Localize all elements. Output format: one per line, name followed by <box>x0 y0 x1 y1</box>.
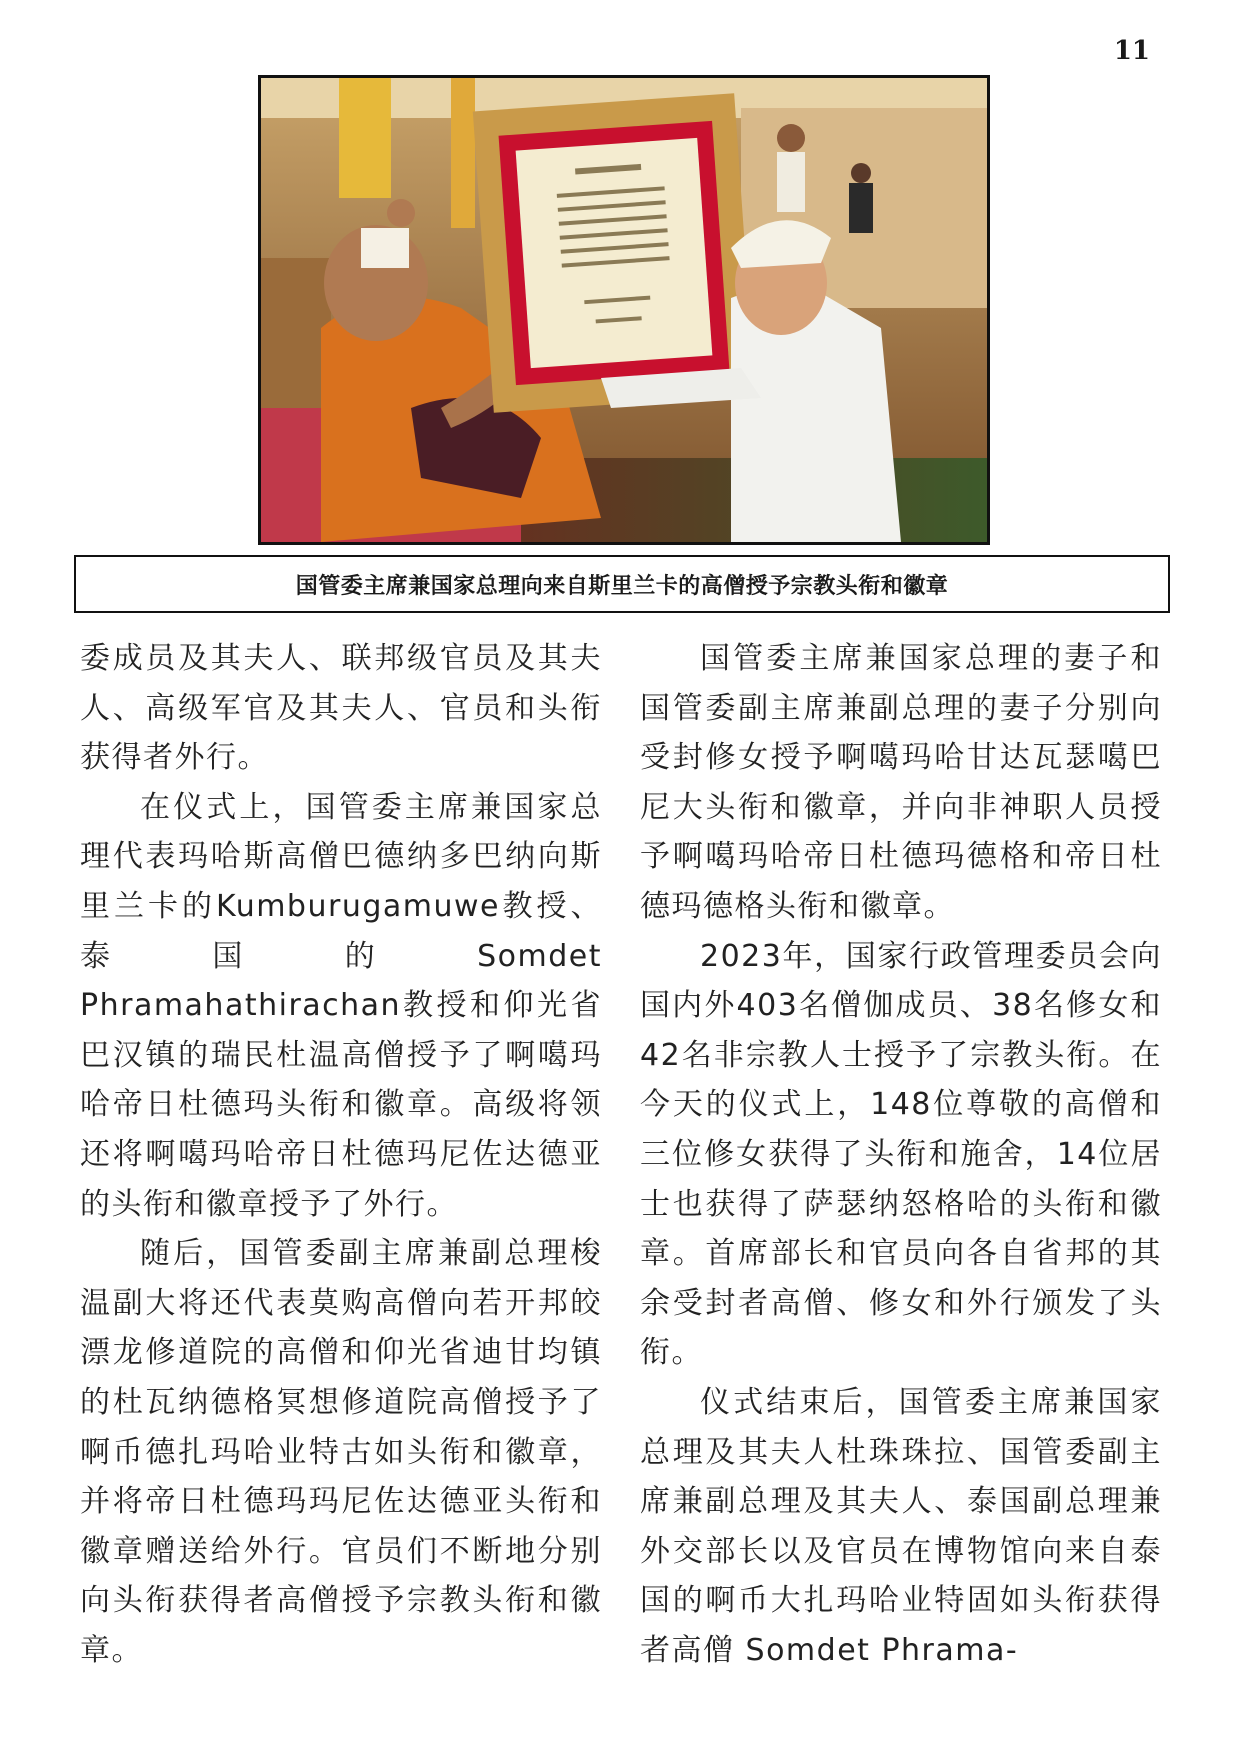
page-number: 11 <box>1113 36 1150 66</box>
figure-caption-box <box>74 555 1170 613</box>
left-paragraph-3: 随后，国管委副主席兼副总理梭温副大将还代表莫购高僧向若开邦皎漂龙修道院的高僧和仰光省迪甘均镇的杜瓦纳德格冥想修道院高僧授予了啊币德扎玛哈业特古如头衔和徽章，并将帝日杜德玛玛尼佐达德亚头衔和徽章赠送给外行。官员们不断地分别向头衔获得者高僧授予宗教头衔和徽章。 <box>80 1236 602 1668</box>
right-column <box>640 634 1162 1675</box>
left-paragraph-1: 委成员及其夫人、联邦级官员及其夫人、高级军官及其夫人、官员和头衔获得者外行。 <box>80 641 602 776</box>
right-paragraph-3: 仪式结束后，国管委主席兼国家总理及其夫人杜珠珠拉、国管委副主席兼副总理及其夫人、泰国副总理兼外交部长以及官员在博物馆向来自泰国的啊币大扎玛哈业特固如头衔获得者高僧 Somdet Phrama- <box>640 1384 1162 1668</box>
figure-caption: 国管委主席兼国家总理向来自斯里兰卡的高僧授予宗教头衔和徽章 <box>295 573 949 599</box>
right-paragraph-1: 国管委主席兼国家总理的妻子和国管委副主席兼副总理的妻子分别向受封修女授予啊噶玛哈甘达瓦瑟噶巴尼大头衔和徽章，并向非神职人员授予啊噶玛哈帝日杜德玛德格和帝日杜德玛德格头衔和徽章。 <box>640 641 1162 924</box>
ceremony-photo <box>258 75 990 545</box>
right-paragraph-2: 2023年，国家行政管理委员会向国内外403名僧伽成员、38名修女和42名非宗教人士授予了宗教头衔。在今天的仪式上，148位尊敬的高僧和三位修女获得了头衔和施舍，14位居士也获得了萨瑟纳怒格哈的头衔和徽章。首席部长和官员向各自省邦的其余受封者高僧、修女和外行颁发了头衔。 <box>640 938 1162 1371</box>
ceremony-photo-illustration <box>261 78 987 542</box>
left-paragraph-2: 在仪式上，国管委主席兼国家总理代表玛哈斯高僧巴德纳多巴纳向斯里兰卡的Kumburugamuwe教授、泰国的Somdet Phramahathirachan教授和仰光省巴汉镇的瑞民杜温高僧授予了啊噶玛哈帝日杜德玛头衔和徽章。高级将领还将啊噶玛哈帝日杜德玛尼佐达德亚的头衔和徽章授予了外行。 <box>80 789 602 1222</box>
left-column <box>80 634 602 1675</box>
